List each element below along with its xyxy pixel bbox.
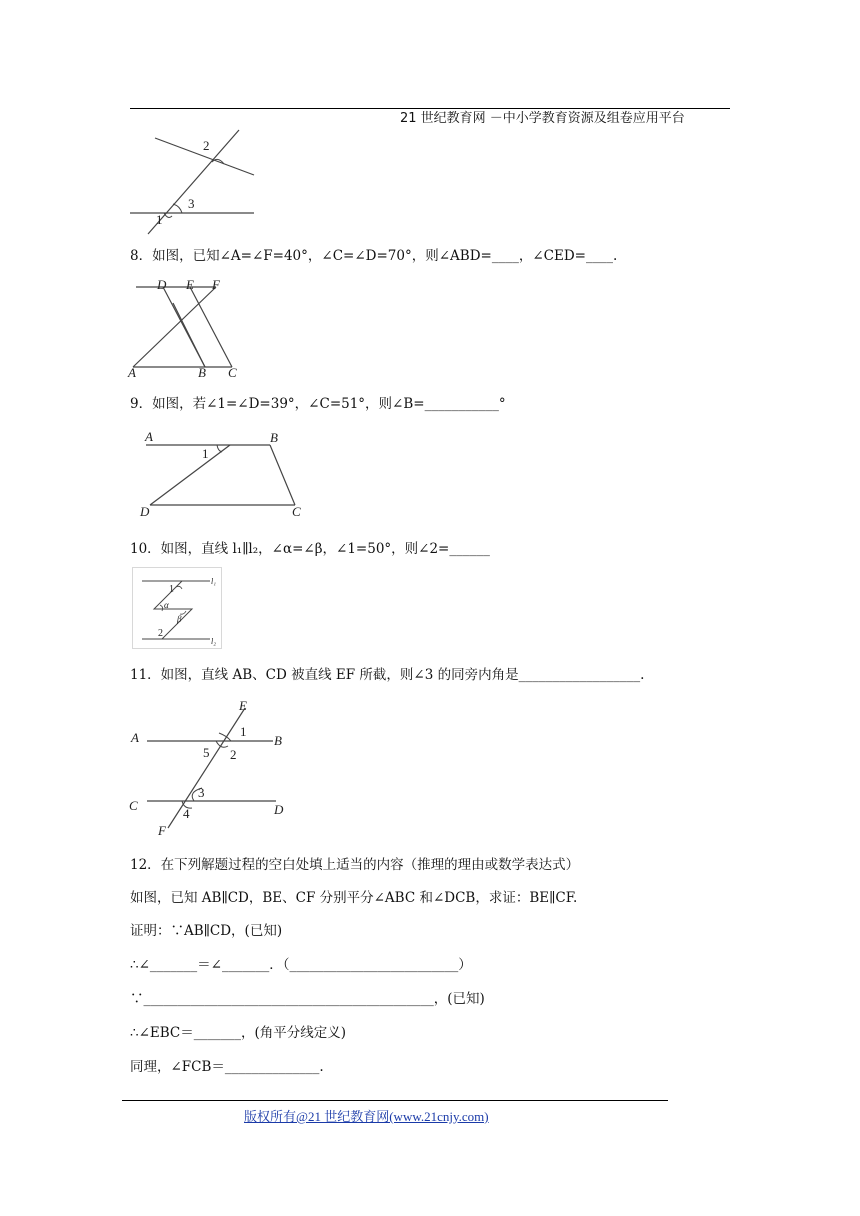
question-10-text: 10．如图，直线 l₁∥l₂，∠α=∠β，∠1=50°，则∠2=______ [130,541,490,557]
footer-copyright-link[interactable]: 版权所有@21 世纪教育网(www.21cnjy.com) [244,1109,489,1124]
question-9-text: 9．如图，若∠1=∠D=39°，∠C=51°，则∠B=___________° [130,396,506,412]
fig11-label-C: C [129,798,138,813]
fig11-label-E: E [239,698,247,713]
proof-line-3: ∵___________________________________________，(已知) [130,991,485,1007]
proof-line-2: ∴∠_______＝∠_______．（_________________________） [130,957,472,973]
fig10-label-1: 1 [169,584,174,595]
fig9-label-B: B [270,430,278,445]
fig8-label-E: E [186,277,194,292]
figure-q7 [128,126,258,238]
fig7-label-1: 1 [156,212,163,227]
fig11-label-3: 3 [198,785,205,800]
fig9-label-1: 1 [202,446,209,461]
fig8-label-F: F [212,277,220,292]
header-title: 21 世纪教育网 －中小学教育资源及组卷应用平台 [400,111,685,126]
fig8-label-B: B [198,365,206,380]
fig11-label-D: D [274,802,284,817]
question-8-text: 8．如图，已知∠A=∠F=40°，∠C=∠D=70°，则∠ABD=____，∠CED=____. [130,248,618,264]
proof-line-1: 证明：∵AB∥CD，(已知) [130,923,283,939]
fig7-label-3: 3 [188,196,195,211]
fig10-label-alpha: α [164,600,169,610]
fig11-label-2: 2 [230,747,237,762]
fig9-label-D: D [140,504,150,519]
footer-rule [122,1100,668,1101]
header-rule [130,108,730,109]
fig11-label-1: 1 [240,724,247,739]
fig10-label-beta: β [177,614,182,624]
figure-q8 [128,278,248,378]
proof-line-5: 同理，∠FCB＝______________. [130,1059,324,1075]
fig9-label-A: A [145,429,153,444]
fig10-label-l2: l₂ [211,637,217,646]
fig10-label-l1: l₁ [211,577,217,586]
figure-q9 [140,428,312,520]
fig11-label-A: A [131,730,139,745]
fig11-label-B: B [274,733,282,748]
fig11-label-5: 5 [203,745,210,760]
fig10-label-2: 2 [158,628,163,639]
fig8-label-C: C [228,365,237,380]
fig11-label-4: 4 [183,806,190,821]
figure-q10 [132,567,222,649]
question-12-title: 12．在下列解题过程的空白处填上适当的内容（推理的理由或数学表达式） [130,857,580,873]
question-12-given: 如图，已知 AB∥CD，BE、CF 分别平分∠ABC 和∠DCB，求证：BE∥CF. [130,890,578,906]
fig8-label-D: D [157,277,167,292]
fig7-label-2: 2 [203,138,210,153]
fig8-label-A: A [128,365,136,380]
proof-line-4: ∴∠EBC＝_______，(角平分线定义) [130,1025,347,1041]
question-11-text: 11．如图，直线 AB、CD 被直线 EF 所截，则∠3 的同旁内角是__________________. [130,667,645,683]
figure-q11 [128,696,293,838]
fig9-label-C: C [292,504,301,519]
fig11-label-F: F [158,823,166,838]
